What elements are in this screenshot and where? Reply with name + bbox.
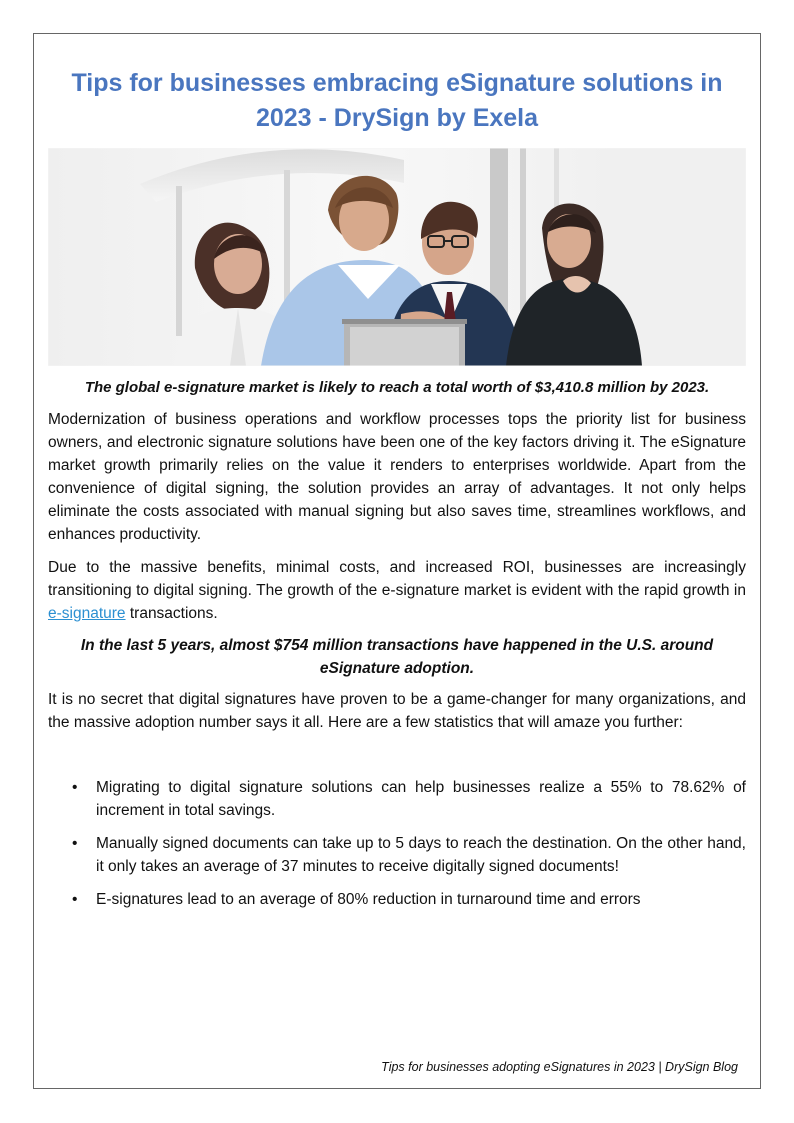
list-item [48,888,746,911]
highlighted-statistic: In the last 5 years, almost $754 million transactions have happened in the U.S. around eSignature adoption. [80,637,714,677]
page-footer: Tips for businesses adopting eSignatures in 2023 | DrySign Blog [381,1060,738,1074]
bullet-text: Migrating to digital signature solutions can help businesses realize a 55% to 78.62% of increment in total savings. [96,779,746,819]
body-paragraph-3: It is no secret that digital signatures have proven to be a game-changer for many organizations, and the massive adoption number says it all. Here are a few statistics that will amaze you further: [48,691,746,731]
bullet-icon: • [72,779,78,796]
list-item [48,832,746,878]
paragraph-2-text-end: transactions. [125,605,218,622]
document-title: Tips for businesses embracing eSignature solutions in 2023 - DrySign by Exela [71,69,723,132]
bullet-text: Manually signed documents can take up to 5 days to reach the destination. On the other hand, it only takes an average of 37 minutes to receive digitally signed documents! [96,835,746,875]
body-paragraph-2 [48,556,746,625]
list-item [48,776,746,822]
bullet-icon: • [72,891,78,908]
hero-image [48,148,746,366]
statistics-list [48,776,746,911]
e-signature-link[interactable]: e-signature [48,605,126,622]
bullet-text: E-signatures lead to an average of 80% reduction in turnaround time and errors [96,891,641,908]
body-paragraph-1: Modernization of business operations and workflow processes tops the priority list for business owners, and electronic signature solutions have been one of the key factors driving it. The eSignature market growth primarily relies on the value it renders to enterprises worldwide. Apart from the convenience of digital signing, the solution provides an array of advantages. It not only helps eliminate the costs associated with manual signing but also saves time, streamlines workflows, and enhances productivity. [48,411,746,543]
paragraph-2-text-start: Due to the massive benefits, minimal costs, and increased ROI, businesses are increasingly transitioning to digital signing. The growth of the e-signature market is evident with the rapid growth in [48,559,746,599]
team-laptop-photo-icon [48,148,746,366]
bullet-icon: • [72,835,78,852]
image-caption: The global e-signature market is likely to reach a total worth of $3,410.8 million by 2023. [84,379,710,396]
